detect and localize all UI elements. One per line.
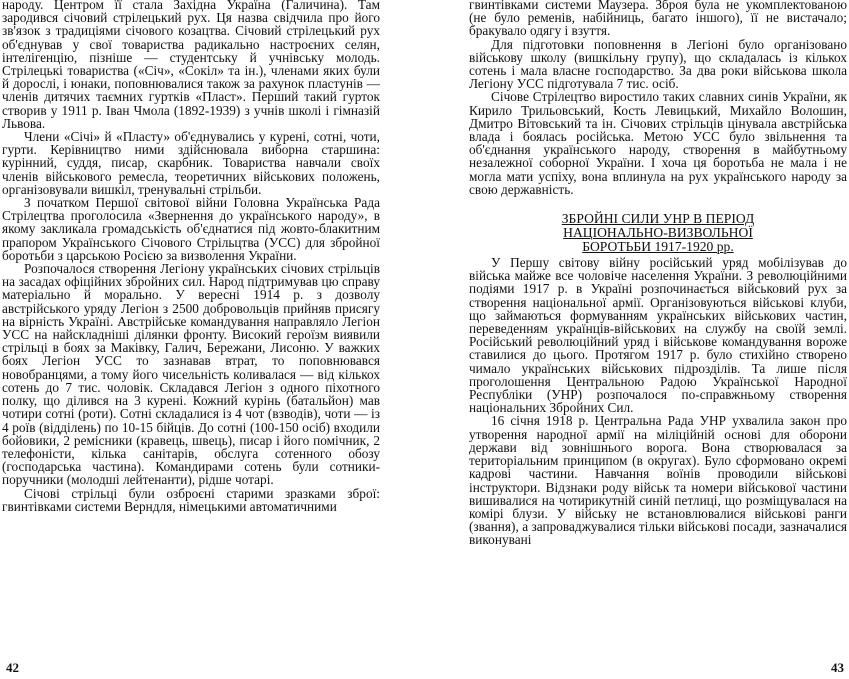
paragraph: З початком Першої світової війни Головна Українська Рада Стрілецтва проголосила «Звернення до українського народу», в якому закликала громадськість об'єднатися під жовто-блакитним прапором Українського Січового Стрільцтва (УСС) для збройної боротьби з царською Росією за визволення України. xyxy=(2,195,380,263)
paragraph: Для підготовки поповнення в Легіоні було організовано військову школу (вишкільну групу), що складалась із кількох сотень і мала власне господарство. За два роки військова школа Легіону УСС підготувала 7 тис. осіб. xyxy=(469,36,847,92)
paragraph: Січове Стрілецтво виростило таких славних синів України, як Кирило Трильовський, Кость Левицький, Михайло Волошин, Дмитро Вітовський та ін. Січових стрільців цінувала австрійська влада і боялась російська. Метою УСС було звільнення та об'єднання українського народу, створення в майбутньому незалежної соборної України. І хоча ця боротьба не мала і не могла мати успіху, вона вплинула на рух українського народу за свою державність. xyxy=(469,89,847,197)
section-heading xyxy=(469,212,847,254)
right-page xyxy=(469,0,847,674)
paragraph: гвинтівками системи Маузера. Зброя була не укомплектованою (не було ременів, набійниць, багато іншого), її не вистачало; бракувало одягу і взуття. xyxy=(469,0,847,39)
section-heading-line: БОРОТЬБИ 1917-1920 рр. xyxy=(582,239,734,255)
left-page xyxy=(2,0,380,674)
section-heading-line: ЗБРОЙНІ СИЛИ УНР В ПЕРІОД xyxy=(561,211,755,227)
paragraph: Члени «Січі» й «Пласту» об'єднувались у курені, сотні, чоти, гурти. Керівництво ними здійснювала виборна старшина: курінний, суддя, писар, скарбник. Товариства навчали своїх членів військового ремесла, теоретичних військових положень, організовували вишкіл, тренувальні стрільби. xyxy=(2,129,380,197)
page-number-left: 42 xyxy=(6,660,19,675)
paragraph: Розпочалося створення Легіону українських січових стрільців на засадах офіційних збройних сил. Народ підтримував цю справу матеріально й морально. У вересні 1914 р. з дозволу австрійського уряду Легіон з 2500 добровольців прийняв присягу на вірність Україні. Австрійське командування направляло Легіон УСС на найскладніші ділянки фронту. Високий героїзм виявили стрільці в боях за Маківку, Галич, Бережани, Лисоню. У важких боях Легіон УСС то зазнавав втрат, то поповнювався новобранцями, а тому його чисельність коливалася — від кількох сотень до 7 тис. чоловік. Складався Легіон з одного піхотного полку, що ділився на 3 курені. Кожний курінь (батальйон) мав чотири сотні (роти). Сотні складалися із 4 чот (взводів), чоти — із 4 роїв (відділень) по 10-15 бійців. До сотні (100-150 осіб) входили бойовики, 2 ремісники (кравець, швець), писар і його помічник, 2 телефоністи, кілька санітарів, обслуга сотенного обозу (господарська частина). Командирами сотень були сотники-поручники (молодші лейтенанти), рідше чотарі. xyxy=(2,261,380,488)
paragraph: народу. Центром її стала Західна Україна (Галичина). Там зародився січовий стрілецький рух. Ця назва свідчила про його зв'язок з традиціями січового козацтва. Січовий стрілецький рух об'єднував у свої товариства радикально настроєних селян, інтелігенцію, пізніше — студентську й учнівську молодь. Стрілецькі товариства («Січ», «Сокіл» та ін.), членами яких були й дорослі, і юнаки, поповнювалися також за рахунок пластунів — членів дитячих таємних гуртків «Пласт». Перший такий гурток створив у 1911 р. Іван Чмола (1892-1939) з учнів школі і гімназій Львова. xyxy=(2,0,380,131)
right-page-text xyxy=(469,0,847,547)
paragraph: Січові стрільці були озброєні старими зразками зброї: гвинтівками системи Верндля, німецькими автоматичними xyxy=(2,485,380,514)
page-number-right: 43 xyxy=(831,660,844,675)
section-heading-line: НАЦІОНАЛЬНО-ВИЗВОЛЬНОЇ xyxy=(563,225,753,241)
paragraph: У Першу світову війну російський уряд мобілізував до війська майже все чоловіче населення України. З революційними подіями 1917 р. в Україні розпочинається військовий рух за створення національної армії. Організовуються військові клуби, що займаються формуванням українських військових частин, переведенням українців-військових на службу на своїй землі. Російський революційний уряд і військове командування вороже ставилися до цього. Протягом 1917 р. було стихійно створено чимало українських військових підрозділів. Та лише після проголошення Центральною Радою Української Народної Республіки (УНР) розпочалося по-справжньому створення національних Збройних Сил. xyxy=(469,255,847,416)
paragraph: 16 січня 1918 р. Центральна Рада УНР ухвалила закон про утворення народної армії на міліційній основі для оборони держави від зовнішнього ворога. Вона створювалася за територіальним принципом (в округах). Було сформовано окремі кадрові частини. Навчання воїнів проводили військові інструктори. Відзнаки роду військ та номери військової частини вишивалися на чотирикутній синій петлиці, що розміщувалася на комірі блузи. У війську не встановлювалися військові ранги (звання), а запроваджувалися тільки військові посади, зазначалися виконувані xyxy=(469,413,847,548)
left-page-text xyxy=(2,0,380,513)
